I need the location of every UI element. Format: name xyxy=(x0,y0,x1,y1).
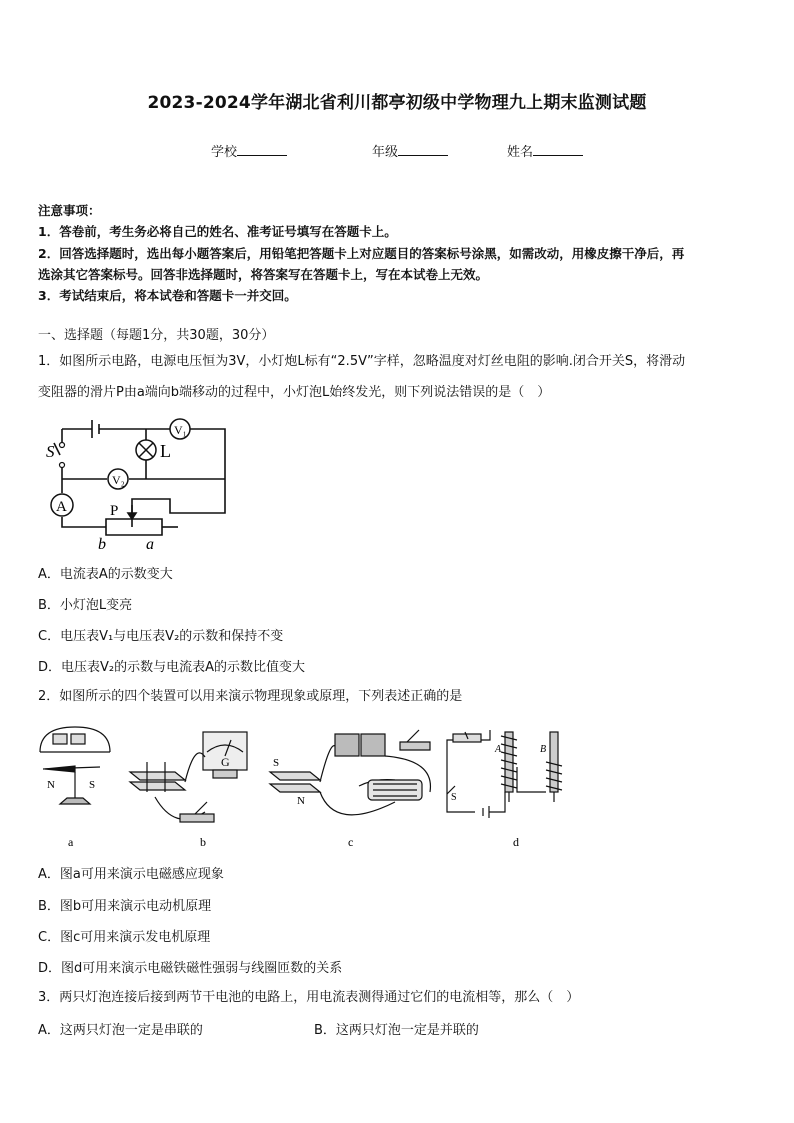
note-item: 选涂其它答案标号。回答非选择题时，将答案写在答题卡上，写在本试卷上无效。 xyxy=(38,267,489,282)
school-label: 学校 xyxy=(211,145,238,160)
name-blank[interactable] xyxy=(533,143,583,156)
school-field xyxy=(211,141,287,160)
notes-heading: 注意事项： xyxy=(38,203,101,218)
ammeter-label: A xyxy=(56,499,67,515)
q2-stem: 2．如图所示的四个装置可以用来演示物理现象或原理，下列表述正确的是 xyxy=(38,689,463,704)
fig-d-a-label: A xyxy=(495,744,502,755)
q1-option-b[interactable]: B．小灯泡L变亮 xyxy=(38,598,133,613)
note-item: 2．回答选择题时，选出每小题答案后，用铅笔把答题卡上对应题目的答案标号涂黑，如需改动，用橡皮擦干净后，再 xyxy=(38,246,685,261)
q3-option-a[interactable]: A．这两只灯泡一定是串联的 xyxy=(38,1023,203,1038)
q2-option-b[interactable]: B．图b可用来演示电动机原理 xyxy=(38,899,212,914)
page-title: 2023-2024学年湖北省利川都亭初级中学物理九上期末监测试题 xyxy=(147,93,647,113)
end-b-label: b xyxy=(98,536,106,553)
fig-a-n-label: N xyxy=(47,779,55,791)
name-field xyxy=(507,141,583,160)
q2-option-d[interactable]: D．图d可用来演示电磁铁磁性强弱与线圈匝数的关系 xyxy=(38,961,343,976)
v1-label: V₁ xyxy=(174,423,187,437)
q3-option-b[interactable]: B．这两只灯泡一定是并联的 xyxy=(314,1023,479,1038)
fig-label-a: a xyxy=(68,835,74,849)
end-a-label: a xyxy=(146,536,154,553)
q1-option-a[interactable]: A．电流表A的示数变大 xyxy=(38,567,173,582)
name-label: 姓名 xyxy=(507,145,534,160)
q1-stem-line1: 1．如图所示电路，电源电压恒为3V，小灯炮L标有“2.5V”字样，忽略温度对灯丝电阻的影响.闭合开关S，将滑动 xyxy=(38,354,686,369)
section-heading: 一、选择题（每题1分，共30题，30分） xyxy=(38,328,275,343)
note-item: 1．答卷前，考生务必将自己的姓名、准考证号填写在答题卡上。 xyxy=(38,224,397,239)
q1-option-d[interactable]: D．电压表V₂的示数与电流表A的示数比值变大 xyxy=(38,660,306,675)
grade-blank[interactable] xyxy=(398,143,448,156)
fig-b-g-label: G xyxy=(221,755,230,769)
fig-a-s-label: S xyxy=(89,779,96,791)
fig-c-s-label: S xyxy=(273,757,280,769)
lamp-label: L xyxy=(160,441,171,461)
fig-b-galvanometer-setup xyxy=(130,732,247,822)
note-item: 3．考试结束后，将本试卷和答题卡一并交回。 xyxy=(38,288,297,303)
fig-a-compass xyxy=(40,727,110,804)
school-blank[interactable] xyxy=(237,143,287,156)
v2-label: V₂ xyxy=(112,473,125,487)
switch-label: S xyxy=(46,442,55,461)
q1-option-c[interactable]: C．电压表V₁与电压表V₂的示数和保持不变 xyxy=(38,629,284,644)
fig-d-b-label: B xyxy=(540,744,547,755)
fig-label-c: c xyxy=(348,835,354,849)
q1-stem-line2: 变阻器的滑片P由a端向b端移动的过程中，小灯泡L始终发光，则下列说法错误的是（ ） xyxy=(38,385,551,400)
grade-label: 年级 xyxy=(372,145,399,160)
fig-d-s-label: S xyxy=(451,792,457,803)
q2-figures xyxy=(35,722,595,852)
q2-option-c[interactable]: C．图c可用来演示发电机原理 xyxy=(38,930,211,945)
fig-label-b: b xyxy=(200,835,206,849)
fig-label-d: d xyxy=(513,835,519,849)
slider-label: P xyxy=(110,503,119,519)
grade-field xyxy=(372,141,448,160)
q3-stem: 3．两只灯泡连接后接到两节干电池的电路上，用电流表测得通过它们的电流相等，那么（ ） xyxy=(38,990,580,1005)
q2-option-a[interactable]: A．图a可用来演示电磁感应现象 xyxy=(38,867,224,882)
fig-c-n-label: N xyxy=(297,795,305,807)
q1-circuit-figure xyxy=(40,415,240,555)
fig-c-motor-setup xyxy=(270,730,430,815)
